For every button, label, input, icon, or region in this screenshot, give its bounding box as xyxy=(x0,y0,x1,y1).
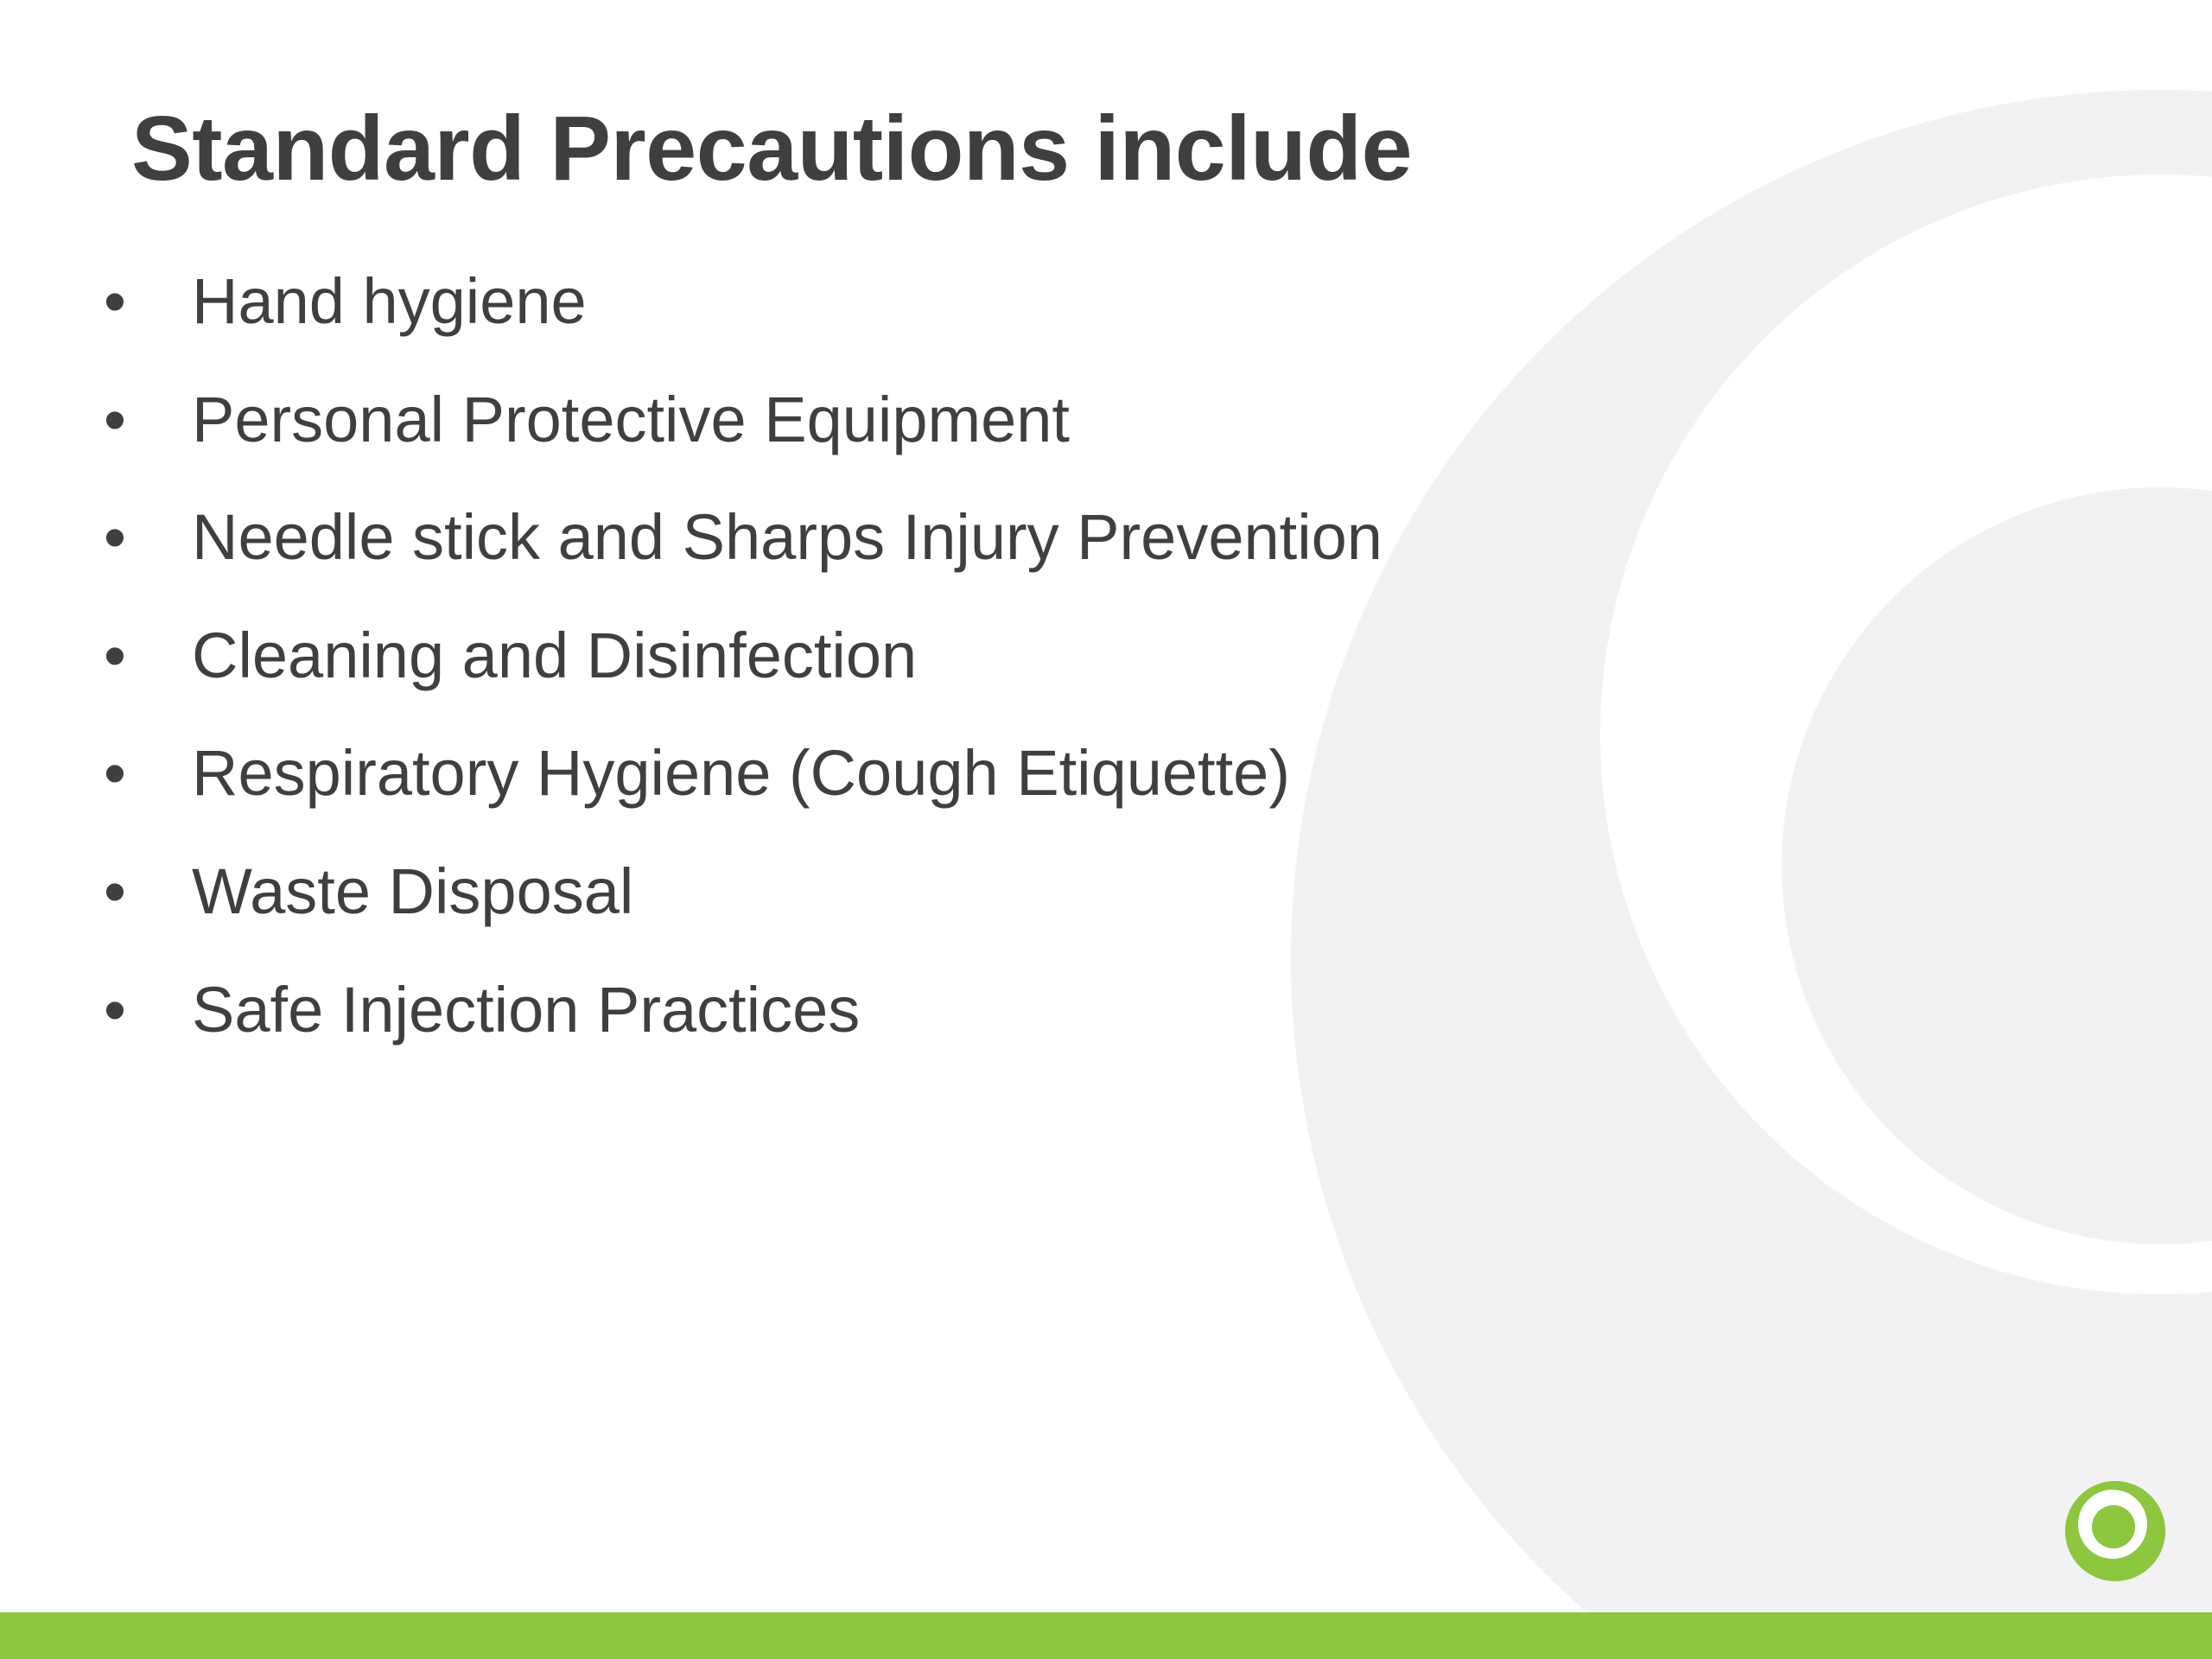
bullet-icon: • xyxy=(104,501,126,574)
slide-title: Standard Precautions include xyxy=(131,98,1413,200)
bullet-list xyxy=(104,254,1382,1080)
bullet-text: Hand hygiene xyxy=(192,265,587,337)
bullet-icon: • xyxy=(104,737,126,810)
list-item xyxy=(104,608,1382,727)
footer-accent-bar xyxy=(0,1612,2212,1659)
bullet-icon: • xyxy=(104,383,126,455)
bullet-icon: • xyxy=(104,855,126,927)
bullet-text: Needle stick and Sharps Injury Prevention xyxy=(192,501,1382,574)
list-item xyxy=(104,726,1382,844)
list-item xyxy=(104,963,1382,1081)
green-ring-logo-icon xyxy=(2063,1479,2167,1583)
list-item xyxy=(104,254,1382,372)
bullet-icon: • xyxy=(104,973,126,1046)
list-item xyxy=(104,490,1382,608)
list-item xyxy=(104,372,1382,491)
bullet-text: Cleaning and Disinfection xyxy=(192,619,918,691)
list-item xyxy=(104,844,1382,963)
bullet-icon: • xyxy=(104,265,126,337)
bullet-text: Safe Injection Practices xyxy=(192,973,861,1046)
bullet-icon: • xyxy=(104,619,126,691)
bullet-text: Respiratory Hygiene (Cough Etiquette) xyxy=(192,737,1290,810)
bullet-text: Waste Disposal xyxy=(192,855,634,927)
bullet-text: Personal Protective Equipment xyxy=(192,383,1070,455)
